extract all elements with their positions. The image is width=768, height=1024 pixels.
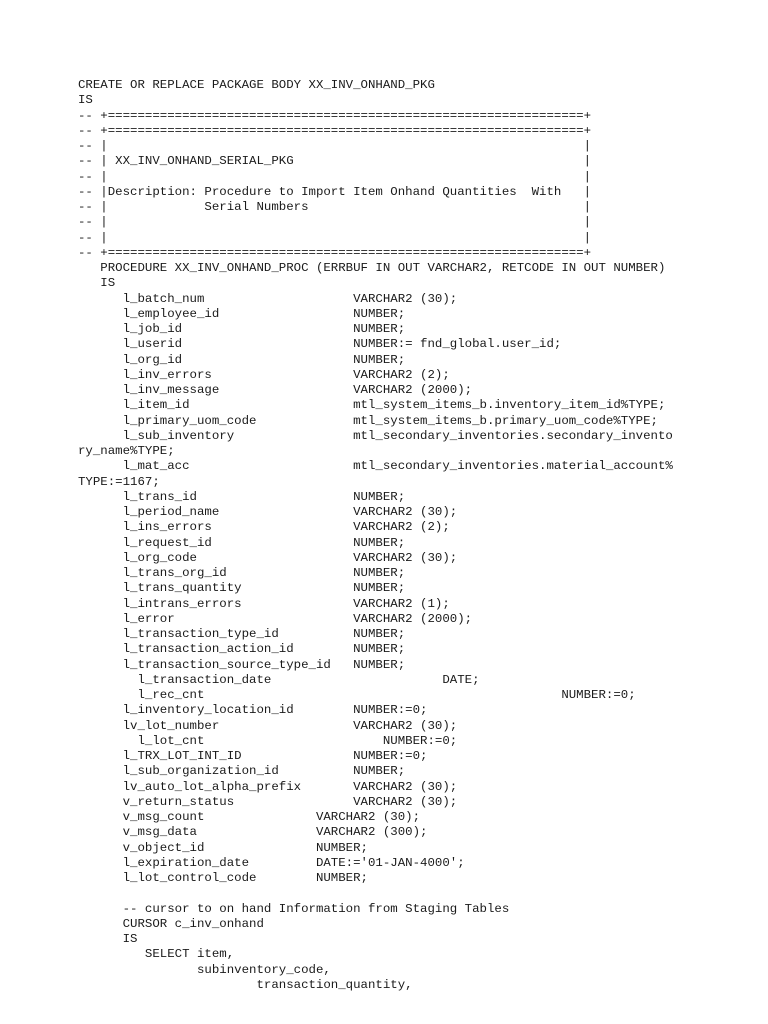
code-line: l_transaction_date DATE; [78,672,480,687]
code-line: IS [78,276,116,291]
code-line: l_primary_uom_code mtl_system_items_b.primary_uom_code%TYPE; [78,413,658,428]
code-line: -- +================================================================+ [78,245,592,260]
code-line: l_inventory_location_id NUMBER:=0; [78,703,428,718]
code-line: transaction_quantity, [78,977,413,992]
code-line: v_msg_count VARCHAR2 (30); [78,810,421,824]
code-line: -- +================================================================+ [78,123,592,138]
code-line: -- cursor to on hand Information from Staging Tables [78,901,510,916]
code-line: CURSOR c_inv_onhand [78,916,264,931]
code-line: v_object_id NUMBER; [78,840,368,855]
code-line: l_trans_id NUMBER; [78,489,406,504]
code-line: -- | | [78,215,592,230]
code-line: l_lot_cnt NUMBER:=0; [78,733,458,748]
code-line: l_job_id NUMBER; [78,322,406,336]
code-line: -- |Description: Procedure to Import Item Onhand Quantities With | [78,184,592,199]
code-line: v_return_status VARCHAR2 (30); [78,794,458,809]
code-line: l_lot_control_code NUMBER; [78,871,368,885]
code-line: -- | | [78,139,592,153]
code-line: l_period_name VARCHAR2 (30); [78,505,458,519]
code-line: l_intrans_errors VARCHAR2 (1); [78,596,450,611]
code-line: l_transaction_source_type_id NUMBER; [78,657,406,672]
code-line: l_sub_organization_id NUMBER; [78,764,406,779]
code-line: l_rec_cnt NUMBER:=0; [78,688,636,702]
code-line: -- +================================================================+ [78,108,592,123]
code-line: l_sub_inventory mtl_secondary_inventories.secondary_invento [78,428,673,443]
code-line: ry_name%TYPE; [78,444,175,458]
code-line: IS [78,932,138,946]
code-line: subinventory_code, [78,962,331,977]
code-document [78,78,758,993]
code-line: -- | Serial Numbers | [78,200,592,214]
code-line: IS [78,93,93,108]
code-line: SELECT item, [78,947,235,962]
code-line: TYPE:=1167; [78,474,160,489]
code-line: PROCEDURE XX_INV_ONHAND_PROC (ERRBUF IN OUT VARCHAR2, RETCODE IN OUT NUMBER) [78,261,666,275]
code-line: l_inv_message VARCHAR2 (2000); [78,383,473,397]
code-line: l_org_id NUMBER; [78,352,406,367]
code-line: l_employee_id NUMBER; [78,306,406,321]
code-line: l_userid NUMBER:= fnd_global.user_id; [78,337,562,352]
code-line: l_trans_quantity NUMBER; [78,581,406,596]
code-line: l_request_id NUMBER; [78,535,406,550]
code-line: l_inv_errors VARCHAR2 (2); [78,367,450,382]
code-line: -- | | [78,230,592,245]
code-line: l_mat_acc mtl_secondary_inventories.material_account% [78,459,673,474]
code-line: l_expiration_date DATE:='01-JAN-4000'; [78,855,465,870]
code-line: lv_auto_lot_alpha_prefix VARCHAR2 (30); [78,779,458,794]
code-line: -- | XX_INV_ONHAND_SERIAL_PKG | [78,154,592,169]
code-line: l_batch_num VARCHAR2 (30); [78,291,458,306]
code-line: l_TRX_LOT_INT_ID NUMBER:=0; [78,749,428,763]
code-line: l_ins_errors VARCHAR2 (2); [78,520,450,535]
code-line: l_transaction_type_id NUMBER; [78,627,406,641]
code-line: v_msg_data VARCHAR2 (300); [78,825,428,840]
code-line: -- | | [78,169,592,184]
code-line: l_org_code VARCHAR2 (30); [78,550,458,565]
code-line: l_error VARCHAR2 (2000); [78,611,473,626]
code-line: l_trans_org_id NUMBER; [78,566,406,580]
code-line: l_transaction_action_id NUMBER; [78,642,406,657]
code-line: CREATE OR REPLACE PACKAGE BODY XX_INV_ONHAND_PKG [78,78,435,92]
code-line: lv_lot_number VARCHAR2 (30); [78,718,458,733]
code-line: l_item_id mtl_system_items_b.inventory_item_id%TYPE; [78,398,666,413]
code-line [78,886,758,901]
